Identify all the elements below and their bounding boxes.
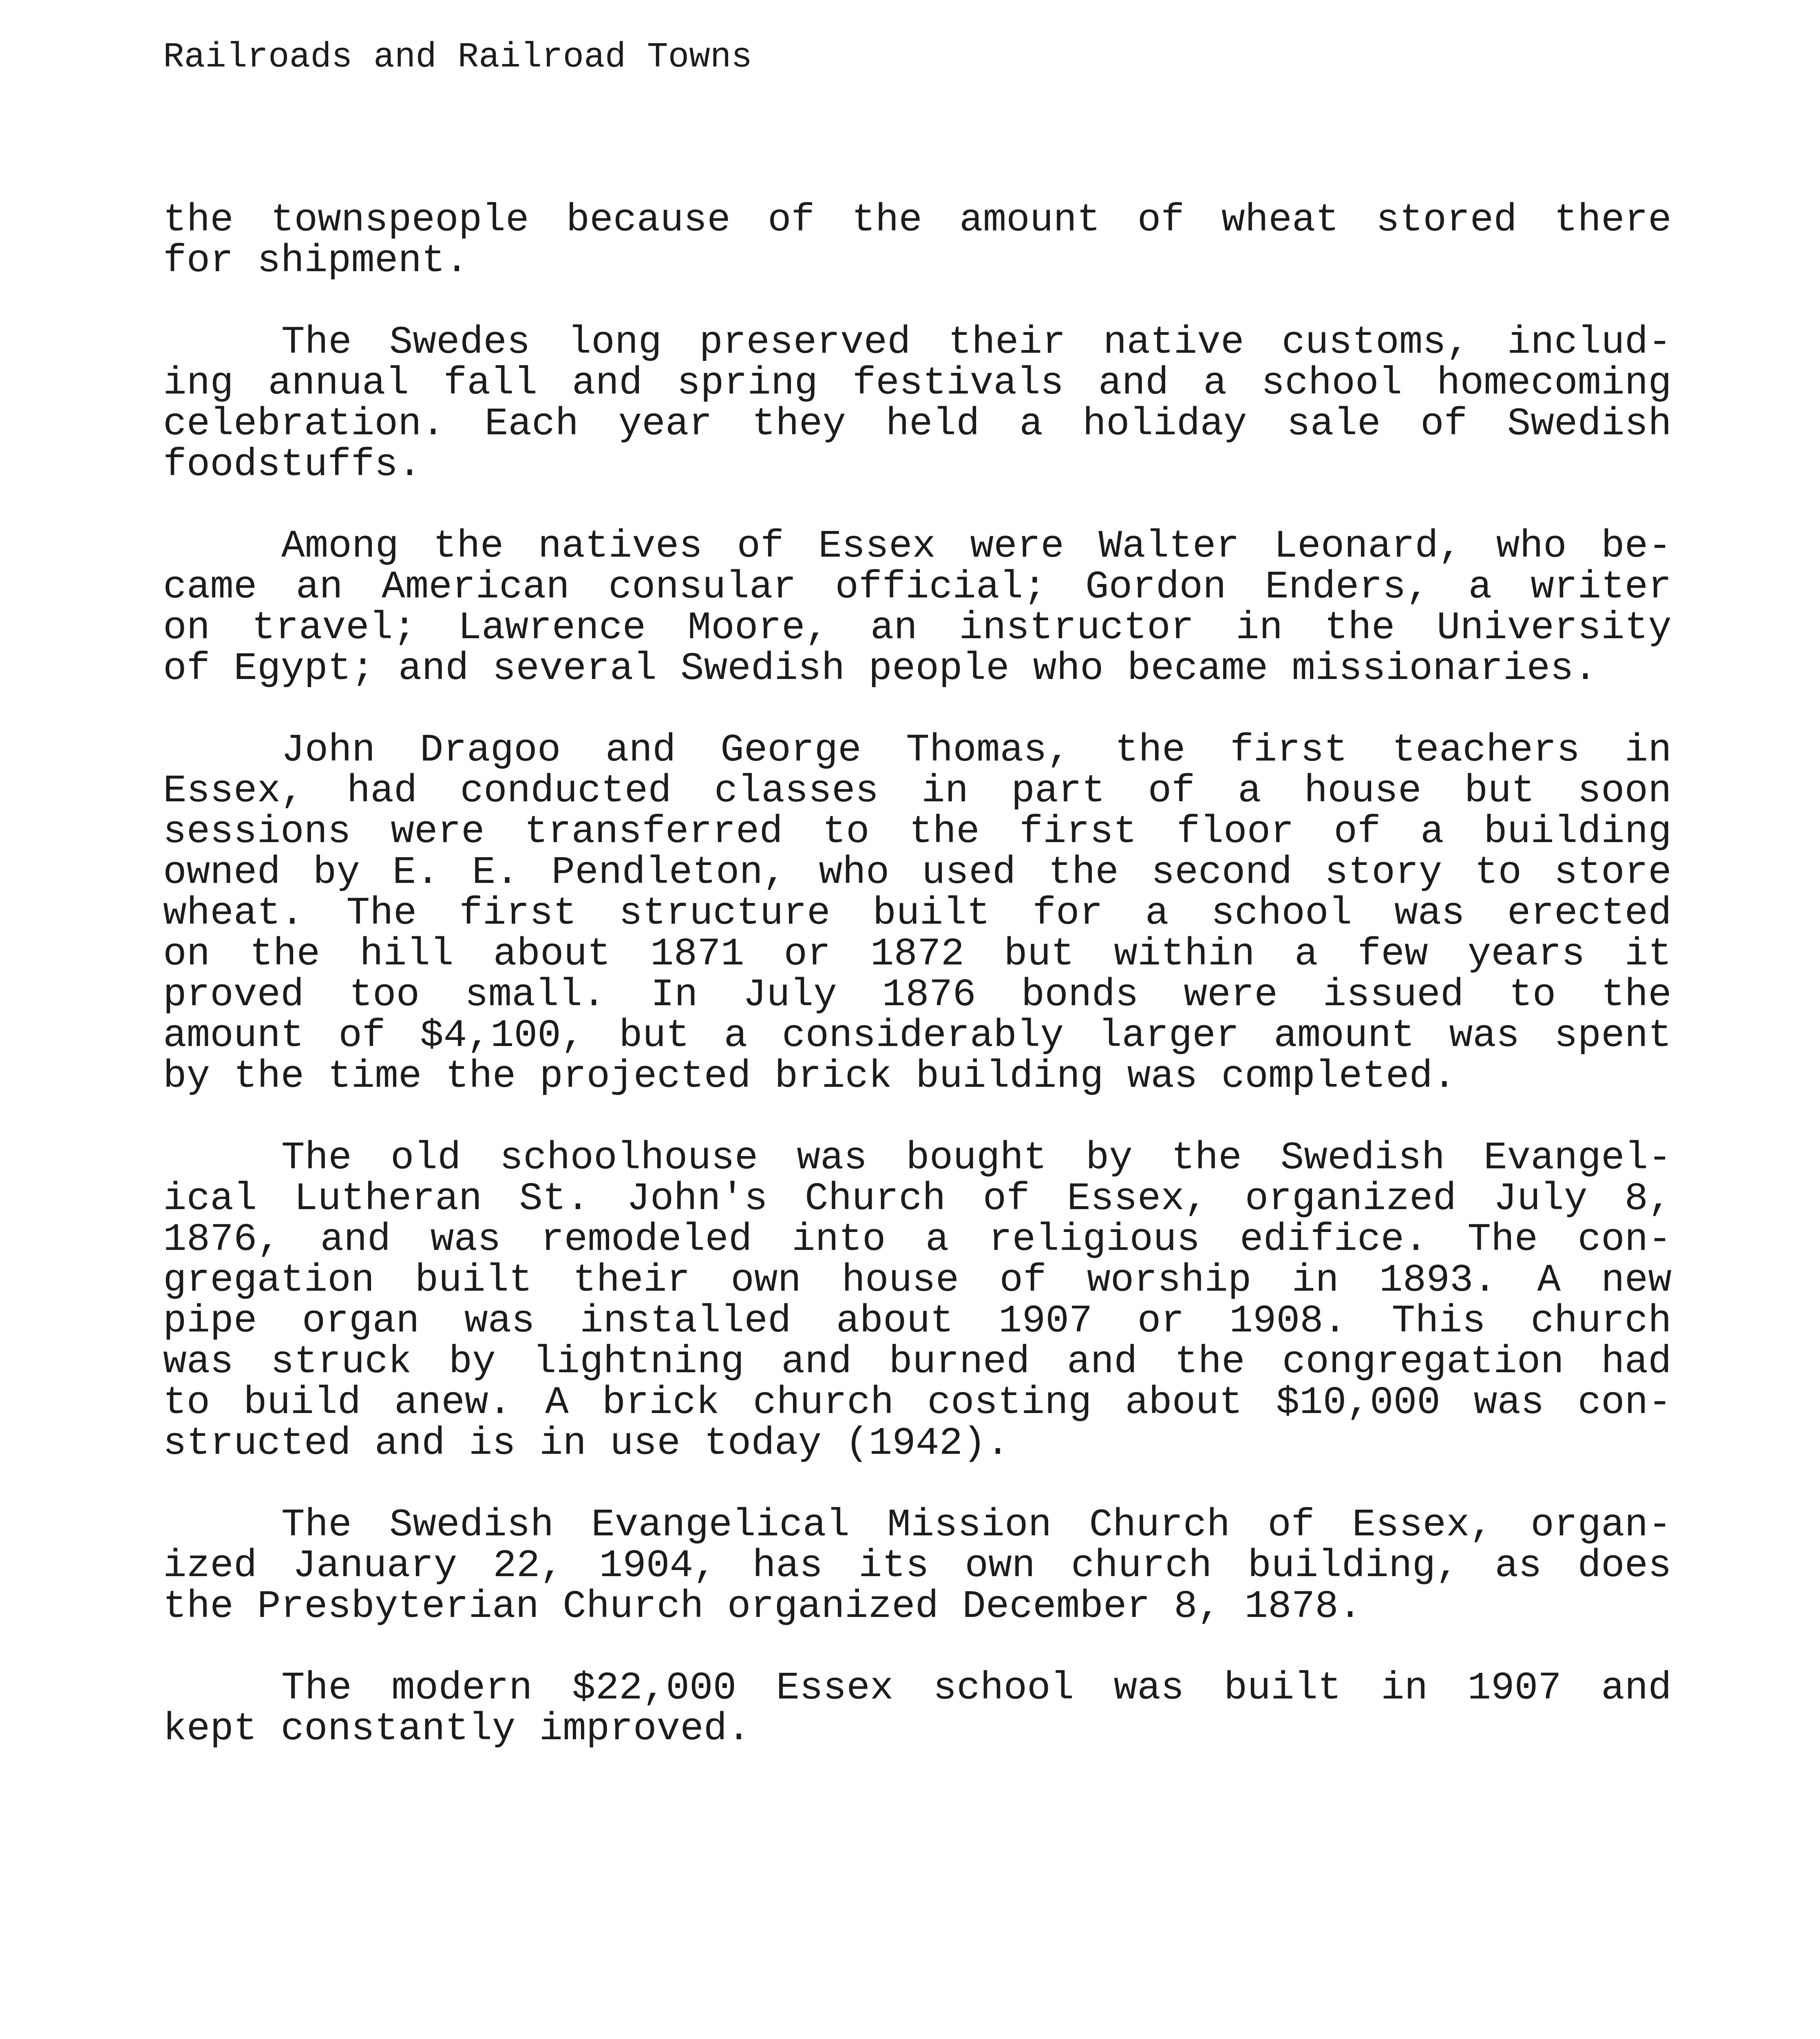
text-line: by the time the projected brick building was completed. (163, 1054, 1456, 1099)
text-line: amount of $4,100, but a considerably larger amount was spent (163, 1013, 1672, 1058)
text-line: for shipment. (163, 239, 469, 283)
running-head: Railroads and Railroad Towns (163, 37, 753, 77)
text-line: on travel; Lawrence Moore, an instructor in the University (163, 606, 1672, 650)
text-line: celebration. Each year they held a holiday sale of Swedish (163, 402, 1672, 446)
text-line: of Egypt; and several Swedish people who became missionaries. (163, 646, 1597, 691)
text-line: ing annual fall and spring festivals and a school homecoming (163, 361, 1672, 405)
text-line: gregation built their own house of worship in 1893. A new (163, 1258, 1672, 1303)
text-line: The old schoolhouse was bought by the Swedish Evangel- (281, 1136, 1672, 1180)
text-line: owned by E. E. Pendleton, who used the second story to store (163, 850, 1672, 895)
text-line: kept constantly improved. (163, 1707, 751, 1751)
paragraph (163, 1505, 1672, 1627)
paragraph (163, 322, 1672, 485)
text-line: John Dragoo and George Thomas, the first teachers in (281, 728, 1672, 772)
text-line: Among the natives of Essex were Walter Leonard, who be- (281, 524, 1672, 568)
text-line: on the hill about 1871 or 1872 but within a few years it (163, 932, 1672, 976)
paragraph (163, 200, 1672, 281)
text-line: The modern $22,000 Essex school was built in 1907 and (281, 1666, 1672, 1710)
text-line: pipe organ was installed about 1907 or 1908. This church (163, 1299, 1672, 1343)
text-line: to build anew. A brick church costing about $10,000 was con- (163, 1380, 1672, 1425)
text-line: the townspeople because of the amount of wheat stored there (163, 198, 1672, 242)
text-line: the Presbyterian Church organized December 8, 1878. (163, 1584, 1362, 1629)
paragraph (163, 1668, 1672, 1749)
paragraph (163, 730, 1672, 1097)
paragraph (163, 526, 1672, 689)
text-line: wheat. The first structure built for a school was erected (163, 891, 1672, 935)
text-line: 1876, and was remodeled into a religious edifice. The con- (163, 1217, 1672, 1262)
text-line: was struck by lightning and burned and the congregation had (163, 1340, 1672, 1384)
text-line: The Swedes long preserved their native customs, includ- (281, 320, 1672, 365)
text-line: structed and is in use today (1942). (163, 1421, 1010, 1466)
text-line: ical Lutheran St. John's Church of Essex, organized July 8, (163, 1177, 1672, 1221)
text-line: The Swedish Evangelical Mission Church of Essex, organ- (281, 1503, 1672, 1547)
text-line: ized January 22, 1904, has its own church building, as does (163, 1544, 1672, 1588)
text-line: came an American consular official; Gordon Enders, a writer (163, 565, 1672, 609)
paragraph (163, 1138, 1672, 1464)
text-line: Essex, had conducted classes in part of a house but soon (163, 769, 1672, 813)
text-line: foodstuffs. (163, 442, 422, 487)
body-text (163, 200, 1672, 1790)
text-line: sessions were transferred to the first floor of a building (163, 809, 1672, 854)
text-line: proved too small. In July 1876 bonds were issued to the (163, 973, 1672, 1017)
